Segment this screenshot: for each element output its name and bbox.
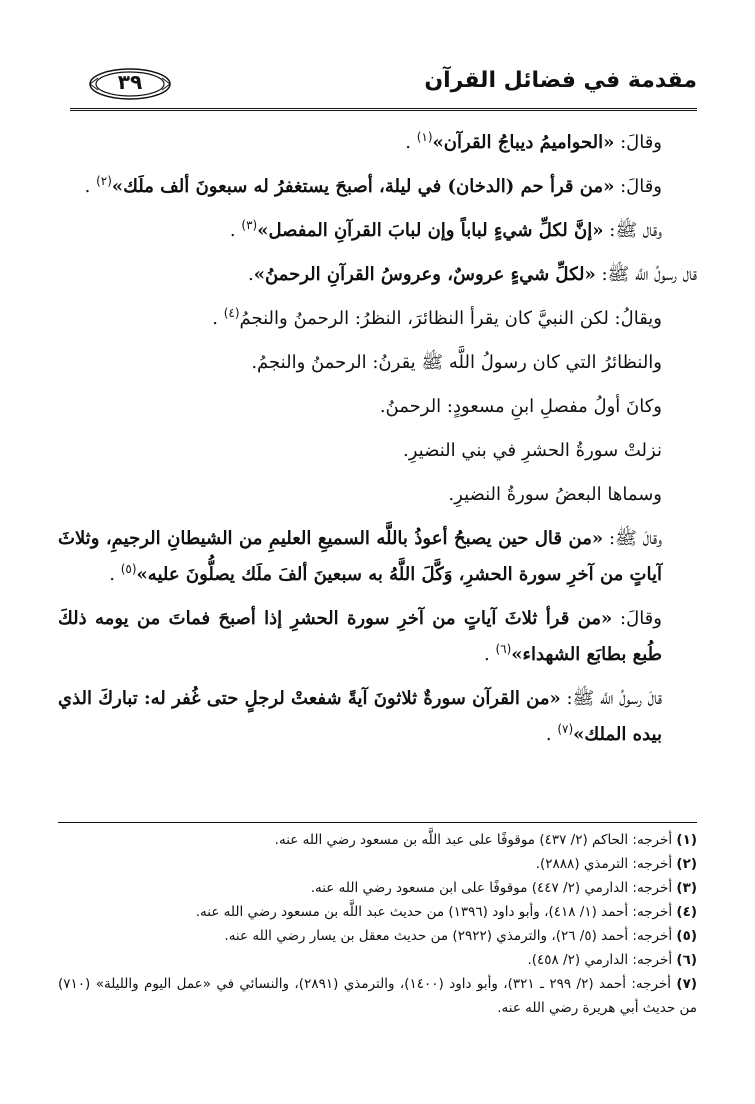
hadith-quote: «من قرأ ثلاثَ آياتٍ من آخرِ سورة الحشرِ إذا أصبحَ فماتَ من يومه ذلكَ طُبع بطابَع الشهداء» [58, 608, 662, 665]
footnote-number: (١) [676, 832, 697, 848]
paragraph-tail: . [229, 220, 242, 241]
hadith-quote: «إنَّ لكلِّ شيءٍ لباباً وإن لبابَ القرآنِ المفصل» [257, 220, 604, 241]
paragraph-7 [58, 389, 697, 425]
paragraph-1 [58, 125, 697, 161]
paragraph-lead: وقالَ: [614, 176, 662, 197]
footnotes [58, 828, 697, 1020]
footnote-5 [58, 924, 697, 948]
footnote-text: أخرجه: الترمذي (٢٨٨٨). [535, 856, 673, 872]
page-header [70, 66, 697, 112]
hadith-quote: «من القرآن سورةٌ ثلاثونَ آيةً شفعتْ لرجلٍ حتى غُفر له: تباركَ الذي بيده الملك» [58, 688, 662, 745]
paragraph-4 [58, 257, 697, 293]
footnote-text: أخرجه: أحمد (٥/ ٢٦)، والترمذي (٢٩٢٢) من حديث معقل بن يسار رضي الله عنه. [224, 928, 673, 944]
paragraph-11 [58, 601, 697, 673]
paragraph-lead: وكانَ أولُ مفصلِ ابنِ مسعودٍ: الرحمنُ. [379, 396, 662, 417]
hadith-quote: «الحواميمُ ديباجُ القرآن» [432, 132, 615, 153]
paragraph-12 [58, 681, 697, 753]
footnote-number: (٧) [676, 976, 698, 992]
footnote-ref: (٦) [495, 642, 512, 656]
footnote-text: أخرجه: أحمد (٢/ ٢٩٩ ـ ٣٢١)، وأبو داود (١٤٠٠)، والترمذي (٢٨٩١)، والنسائي في «عمل اليوم والليلة» (٧١٠) من حديث أبي هريرة رضي الله عنه. [58, 976, 697, 1016]
footnote-4 [58, 900, 697, 924]
header-divider [70, 108, 697, 111]
paragraph-lead: وقال ﷺ: [603, 220, 662, 241]
paragraph-tail: . [84, 176, 97, 197]
footnote-ref: (١) [416, 130, 433, 144]
footnote-7 [58, 972, 697, 1020]
paragraph-lead: نزلتْ سورةُ الحشرِ في بني النضيرِ. [403, 440, 662, 461]
footnote-text: أخرجه: الحاكم (٢/ ٤٣٧) موقوفًا على عبد اللَّه بن مسعود رضي الله عنه. [274, 832, 673, 848]
paragraph-tail: . [248, 264, 254, 285]
footnote-divider [58, 822, 697, 823]
paragraph-tail: . [405, 132, 417, 153]
main-text [58, 125, 697, 761]
paragraph-tail: . [109, 564, 121, 585]
paragraph-lead: وقالَ: [614, 132, 662, 153]
footnote-3 [58, 876, 697, 900]
paragraph-10 [58, 521, 697, 593]
footnote-6 [58, 948, 697, 972]
paragraph-6 [58, 345, 697, 381]
paragraph-2 [58, 169, 697, 205]
paragraph-8 [58, 433, 697, 469]
running-title: مقدمة في فضائل القرآن [424, 68, 697, 93]
footnote-ref: (٣) [241, 218, 258, 232]
footnote-ref: (٥) [120, 562, 137, 576]
footnote-text: أخرجه: أحمد (١/ ٤١٨)، وأبو داود (١٣٩٦) من حديث عبد اللَّه بن مسعود رضي الله عنه. [195, 904, 673, 920]
hadith-quote: «من قال حين يصبحُ أعوذُ باللَّه السميعِ العليمِ من الشيطانِ الرجيمِ، وثلاثَ آياتٍ من آخرِ سورة الحشرِ، وَكَّلَ اللَّهُ به سبعينَ ألفَ ملَك يصلُّونَ عليه» [58, 528, 662, 585]
footnote-number: (٢) [676, 856, 697, 872]
page-number-badge [88, 66, 172, 102]
paragraph-lead: وقالَ: [612, 608, 662, 629]
paragraph-tail: . [545, 724, 558, 745]
hadith-quote: «من قرأ حم (الدخان) في ليلة، أصبحَ يستغفرُ له سبعونَ ألف ملَك» [111, 176, 615, 197]
paragraph-lead: قالَ رسولُ اللَّه ﷺ: [560, 688, 662, 709]
paragraph-lead: ويقالُ: لكن النبيَّ كان يقرأ النظائرَ، النظرُ: الرحمنُ والنجمُ [239, 308, 662, 329]
paragraph-tail: . [212, 308, 224, 329]
paragraph-lead: والنظائرُ التي كان رسولُ اللَّه ﷺ يقرنُ: الرحمنُ والنجمُ. [251, 352, 662, 373]
page-number: ٣٩ [117, 70, 143, 94]
footnote-number: (٤) [676, 904, 697, 920]
footnote-text: أخرجه: الدارمي (٢/ ٤٥٨). [527, 952, 673, 968]
footnote-ref: (٤) [223, 306, 240, 320]
footnote-2 [58, 852, 697, 876]
paragraph-lead: وسماها البعضُ سورةُ النضيرِ. [448, 484, 662, 505]
paragraph-9 [58, 477, 697, 513]
footnote-number: (٥) [676, 928, 697, 944]
footnote-ref: (٧) [557, 722, 574, 736]
paragraph-lead: وقالَ ﷺ: [603, 528, 662, 549]
footnote-text: أخرجه: الدارمي (٢/ ٤٤٧) موقوفًا على ابن مسعود رضي الله عنه. [310, 880, 673, 896]
footnote-number: (٦) [676, 952, 697, 968]
paragraph-tail: . [483, 644, 496, 665]
footnote-1 [58, 828, 697, 852]
paragraph-5 [58, 301, 697, 337]
paragraph-3 [58, 213, 697, 249]
footnote-ref: (٢) [96, 174, 112, 188]
footnote-number: (٣) [676, 880, 697, 896]
hadith-quote: «لكلِّ شيءٍ عروسٌ، وعروسُ القرآنِ الرحمنُ» [253, 264, 596, 285]
paragraph-lead: قال رسولُ اللَّه ﷺ: [595, 264, 697, 285]
